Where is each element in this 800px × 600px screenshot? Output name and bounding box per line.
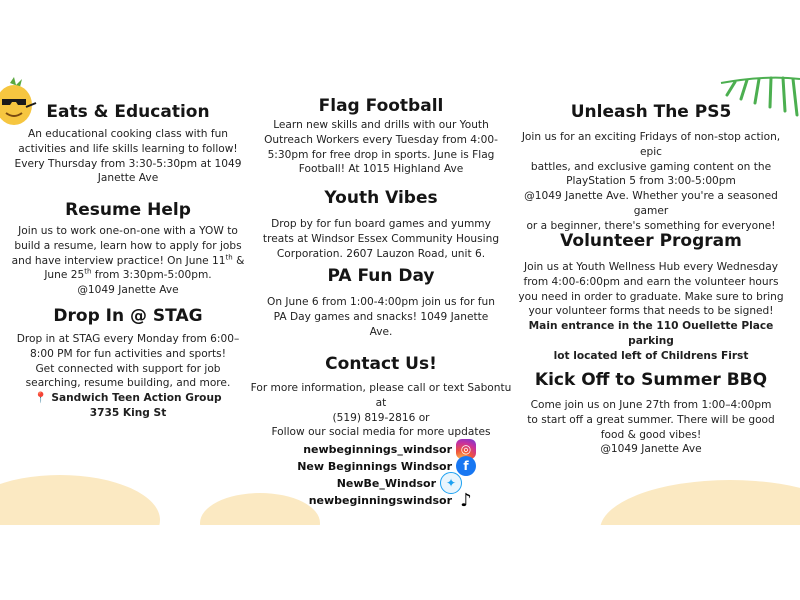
contact-text-line: Follow our social media for more updates <box>271 426 491 439</box>
volunteer-text-line: from 4:00-6:00pm and earn the volunteer hours <box>523 275 779 288</box>
twitter-icon: ✦ <box>440 472 462 494</box>
flag-text-line: 5:30pm for free drop in sports. June is Flag <box>267 148 495 161</box>
resume-help-section <box>8 199 248 298</box>
volunteer-section <box>510 230 792 364</box>
vibes-text-line: treats at Windsor Essex Community Housing <box>262 232 500 245</box>
stag-text-line: 8:00 PM for fun activities and sports! <box>30 347 226 360</box>
ps5-text-line: battles, and exclusive gaming content on the <box>530 160 772 173</box>
vibes-text-line: Corporation. 2607 Lauzon Road, unit 6. <box>276 247 486 260</box>
volunteer-entrance-line: Main entrance in the 110 Ouellette Place parking <box>528 320 774 347</box>
stag-text-line: Get connected with support for job <box>35 362 221 375</box>
volunteer-text-line: Join us at Youth Wellness Hub every Wednesday <box>523 261 779 273</box>
flag-text-line: Outreach Workers every Tuesday from 4:00- <box>264 133 498 146</box>
volunteer-entrance-line: lot located left of Childrens First <box>553 349 749 362</box>
volunteer-title: Volunteer Program <box>560 231 742 251</box>
drop-in-stag-section <box>8 305 248 421</box>
facebook-handle: New Beginnings Windsor <box>297 459 452 473</box>
instagram-handle: newbeginnings_windsor <box>303 442 452 456</box>
resume-text-line: and have interview practice! On June 11th & <box>11 253 245 267</box>
contact-text-line: For more information, please call or text Sabontu at <box>250 382 512 409</box>
pa-text-line: On June 6 from 1:00-4:00pm join us for fun <box>267 296 495 308</box>
eats-text-line: An educational cooking class with fun <box>27 128 229 140</box>
location-pin-icon: 📍 <box>34 392 48 405</box>
eats-education-title: Eats & Education <box>46 102 210 122</box>
bbq-section <box>510 369 792 457</box>
ps5-text-line: or a beginner, there's something for everyone! <box>526 219 776 232</box>
youth-vibes-section <box>250 187 512 261</box>
pa-fun-day-section <box>250 265 512 339</box>
pa-fun-day-title: PA Fun Day <box>327 266 435 286</box>
bbq-title: Kick Off to Summer BBQ <box>534 370 768 390</box>
tiktok-link[interactable] <box>308 489 476 511</box>
instagram-icon: ◎ <box>456 439 476 459</box>
resume-text-line: June 25th from 3:30pm-5:00pm. <box>44 267 212 282</box>
ps5-title: Unleash The PS5 <box>570 102 732 122</box>
instagram-link[interactable] <box>303 441 476 457</box>
twitter-link[interactable] <box>337 475 462 491</box>
stag-text-line: Drop in at STAG every Monday from 6:00– <box>16 333 240 345</box>
ps5-section <box>510 101 792 234</box>
sand-blob-left <box>0 475 160 525</box>
contact-section <box>250 353 512 440</box>
eats-text-line: Janette Ave <box>97 172 159 185</box>
sand-blob-mid <box>200 493 320 525</box>
bbq-text-line: food & good vibes! <box>600 428 702 441</box>
flag-football-section <box>250 95 512 177</box>
flag-text-line: Learn new skills and drills with our Youth <box>273 119 489 131</box>
flag-football-title: Flag Football <box>318 96 444 116</box>
bbq-text-line: @1049 Janette Ave <box>600 443 702 456</box>
bbq-text-line: Come join us on June 27th from 1:00–4:00pm <box>530 399 772 411</box>
vibes-text-line: Drop by for fun board games and yummy <box>271 218 491 230</box>
eats-text-line: Every Thursday from 3:30-5:30pm at 1049 <box>14 157 242 170</box>
pa-text-line: Ave. <box>369 325 393 338</box>
stag-location-address: 3735 King St <box>89 406 167 419</box>
stag-location-name: 📍 Sandwich Teen Action Group <box>34 392 222 405</box>
contact-title: Contact Us! <box>325 354 437 374</box>
eats-education-section <box>8 101 248 186</box>
tiktok-handle: newbeginningswindsor <box>308 493 452 507</box>
flag-text-line: Football! At 1015 Highland Ave <box>298 163 464 176</box>
resume-text-line: @1049 Janette Ave <box>77 284 179 297</box>
resume-text-line: build a resume, learn how to apply for jobs <box>14 239 242 252</box>
twitter-handle: NewBe_Windsor <box>336 476 436 490</box>
flyer <box>0 75 800 525</box>
sand-blob-right <box>600 480 800 525</box>
volunteer-text-line: you need in order to graduate. Make sure to bring <box>518 290 784 303</box>
contact-text-line: (519) 819-2816 or <box>332 411 430 424</box>
resume-text-line: Join us to work one-on-one with a YOW to <box>18 225 238 237</box>
resume-help-title: Resume Help <box>65 200 191 220</box>
ps5-text-line: @1049 Janette Ave. Whether you're a seasoned gamer <box>524 190 778 217</box>
pa-text-line: PA Day games and snacks! 1049 Janette <box>273 310 489 323</box>
eats-text-line: activities and life skills learning to follow! <box>18 142 238 155</box>
facebook-icon: f <box>456 456 476 476</box>
stag-text-line: searching, resume building, and more. <box>25 377 231 390</box>
bbq-text-line: to start off a great summer. There will be good <box>527 413 775 426</box>
volunteer-text-line: your volunteer forms that needs to be signed! <box>528 305 774 318</box>
ps5-text-line: PlayStation 5 from 3:00-5:00pm <box>566 175 736 188</box>
youth-vibes-title: Youth Vibes <box>324 188 438 208</box>
drop-in-stag-title: Drop In @ STAG <box>53 306 203 326</box>
ps5-text-line: Join us for an exciting Fridays of non-stop action, epic <box>521 131 781 158</box>
tiktok-icon: ♪ <box>456 490 476 510</box>
